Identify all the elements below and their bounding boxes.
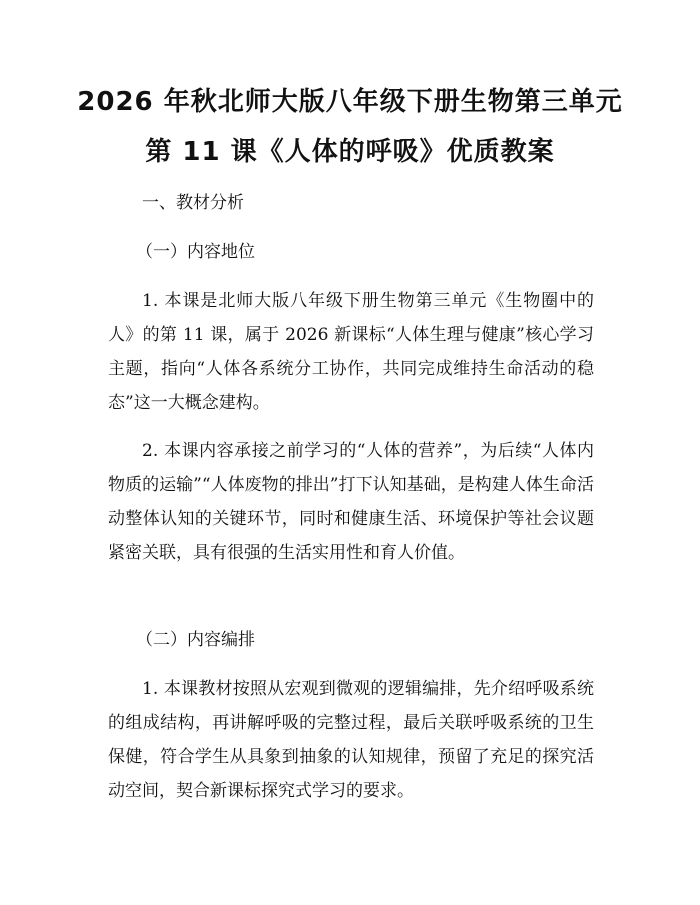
document-title-line-1: 2026 年秋北师大版八年级下册生物第三单元: [77, 87, 623, 117]
document-title-line-2: 第 11 课《人体的呼吸》优质教案: [145, 137, 555, 167]
paragraph-content-position-2: 2. 本课内容承接之前学习的“人体的营养”，为后续“人体内物质的运输”“人体废物的排出”打下认知基础，是构建人体生命活动整体认知的关键环节，同时和健康生活、环境保护等社会议题紧密关联，具有很强的生活实用性和育人价值。: [108, 441, 594, 563]
subsection-heading-content-position: （一）内容地位: [136, 242, 255, 262]
subsection-heading-content-arrangement: （二）内容编排: [136, 630, 255, 650]
paragraph-content-arrangement-1: 1. 本课教材按照从宏观到微观的逻辑编排，先介绍呼吸系统的组成结构，再讲解呼吸的完整过程，最后关联呼吸系统的卫生保健，符合学生从具象到抽象的认知规律，预留了充足的探究活动空间，契合新课标探究式学习的要求。: [108, 679, 594, 801]
paragraph-content-position-1: 1. 本课是北师大版八年级下册生物第三单元《生物圈中的人》的第 11 课，属于 2026 新课标“人体生理与健康”核心学习主题，指向“人体各系统分工协作，共同完成维持生命活动的稳态”这一大概念建构。: [108, 291, 594, 413]
section-heading-textbook-analysis: 一、教材分析: [142, 193, 244, 213]
